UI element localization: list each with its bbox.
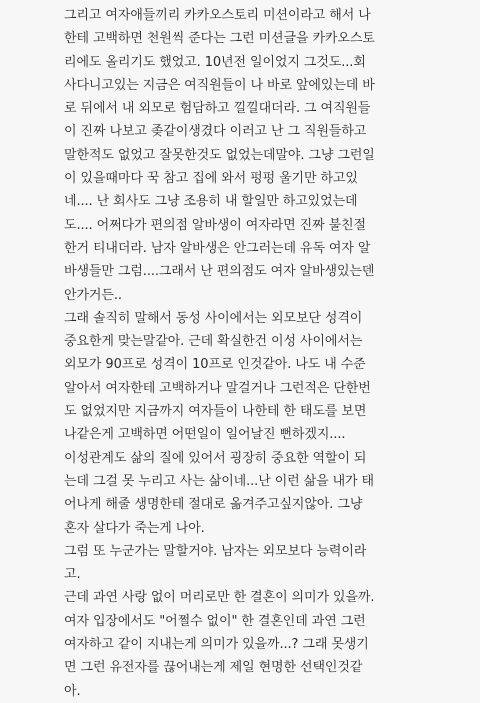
text-line: 는데 그걸 못 누리고 사는 삶이네...난 이런 삶을 내가 태 bbox=[64, 473, 375, 489]
text-line: 그럼 또 누군가는 말할거야. 남자는 외모보다 능력이라 bbox=[64, 543, 367, 559]
text-line: 도.... 어쩌다가 편의점 알바생이 여자라면 진짜 불친절 bbox=[64, 217, 366, 233]
text-line: 안가거든.. bbox=[64, 287, 122, 303]
text-line: 여자 입장에서도 "어쩔수 없이" 한 결혼인데 과연 그런 bbox=[64, 613, 366, 629]
text-line: 사다니고있는 지금은 여직원들이 나 바로 앞에있는데 바 bbox=[64, 77, 375, 93]
text-line: 리에도 올리기도 했었고. 10년전 일이었지 그것도...회 bbox=[64, 54, 366, 70]
text-line: 한거 티내더라. 남자 알바생은 안그러는데 유독 여자 알 bbox=[64, 240, 371, 256]
text-line: 나같은게 고백하면 어떤일이 일어날진 뻔하겠지.... bbox=[64, 427, 346, 443]
text-line: 면 그런 유전자를 끊어내는게 제일 현명한 선택인것같 bbox=[64, 660, 363, 676]
text-line: 이 있을때마다 꾹 참고 집에 와서 펑펑 울기만 하고있 bbox=[64, 171, 358, 187]
text-line: 고. bbox=[64, 567, 81, 583]
text-line: 외모가 90프로 성격이 10프로 인것같아. 나도 내 수준 bbox=[64, 357, 366, 373]
text-line: 그래 솔직히 말해서 동성 사이에서는 외모보단 성격이 bbox=[64, 310, 363, 326]
text-line: 한테 고백하면 천원씩 준다는 그런 미션글을 카카오스토 bbox=[64, 31, 375, 47]
text-line: 어나게 해줄 생명한테 절대로 옮겨주고싶지않아. 그냥 bbox=[64, 497, 363, 513]
text-line: 여자하고 같이 지내는게 의미가 있을까...? 그래 못생기 bbox=[64, 637, 369, 653]
text-line: 말한적도 없었고 잘못한것도 없었는데말야. 그냥 그런일 bbox=[64, 147, 375, 163]
text-line: 그리고 여자애들끼리 카카오스토리 미션이라고 해서 나 bbox=[64, 8, 371, 23]
text-line: 아. bbox=[64, 683, 81, 699]
text-line: 바생들만 그럼....그래서 난 편의점도 여자 알바생있는덴 bbox=[64, 264, 375, 280]
text-line: 로 뒤에서 내 외모로 험담하고 낄낄대더라. 그 여직원들 bbox=[64, 101, 371, 117]
text-line: 네.... 난 회사도 그냥 조용히 내 할일만 하고있었는데 bbox=[64, 194, 358, 210]
text-line: 알아서 여자한테 고백하거나 말걸거나 그런적은 단한번 bbox=[64, 380, 371, 396]
text-line: 혼자 살다가 죽는게 나아. bbox=[64, 520, 205, 536]
text-line: 이 진짜 나보고 좆같이생겼다 이러고 난 그 직원들하고 bbox=[64, 124, 367, 140]
text-line: 이성관계도 삶의 질에 있어서 굉장히 중요한 역할이 되 bbox=[64, 450, 367, 466]
text-line: 중요한게 맞는말같아. 근데 확실한건 이성 사이에서는 bbox=[64, 334, 363, 350]
text-line: 근데 과연 사랑 없이 머리로만 한 결혼이 의미가 있을까. bbox=[64, 590, 375, 606]
text-line: 도 없었지만 지금까지 여자들이 나한테 한 태도를 보면 bbox=[64, 404, 367, 420]
